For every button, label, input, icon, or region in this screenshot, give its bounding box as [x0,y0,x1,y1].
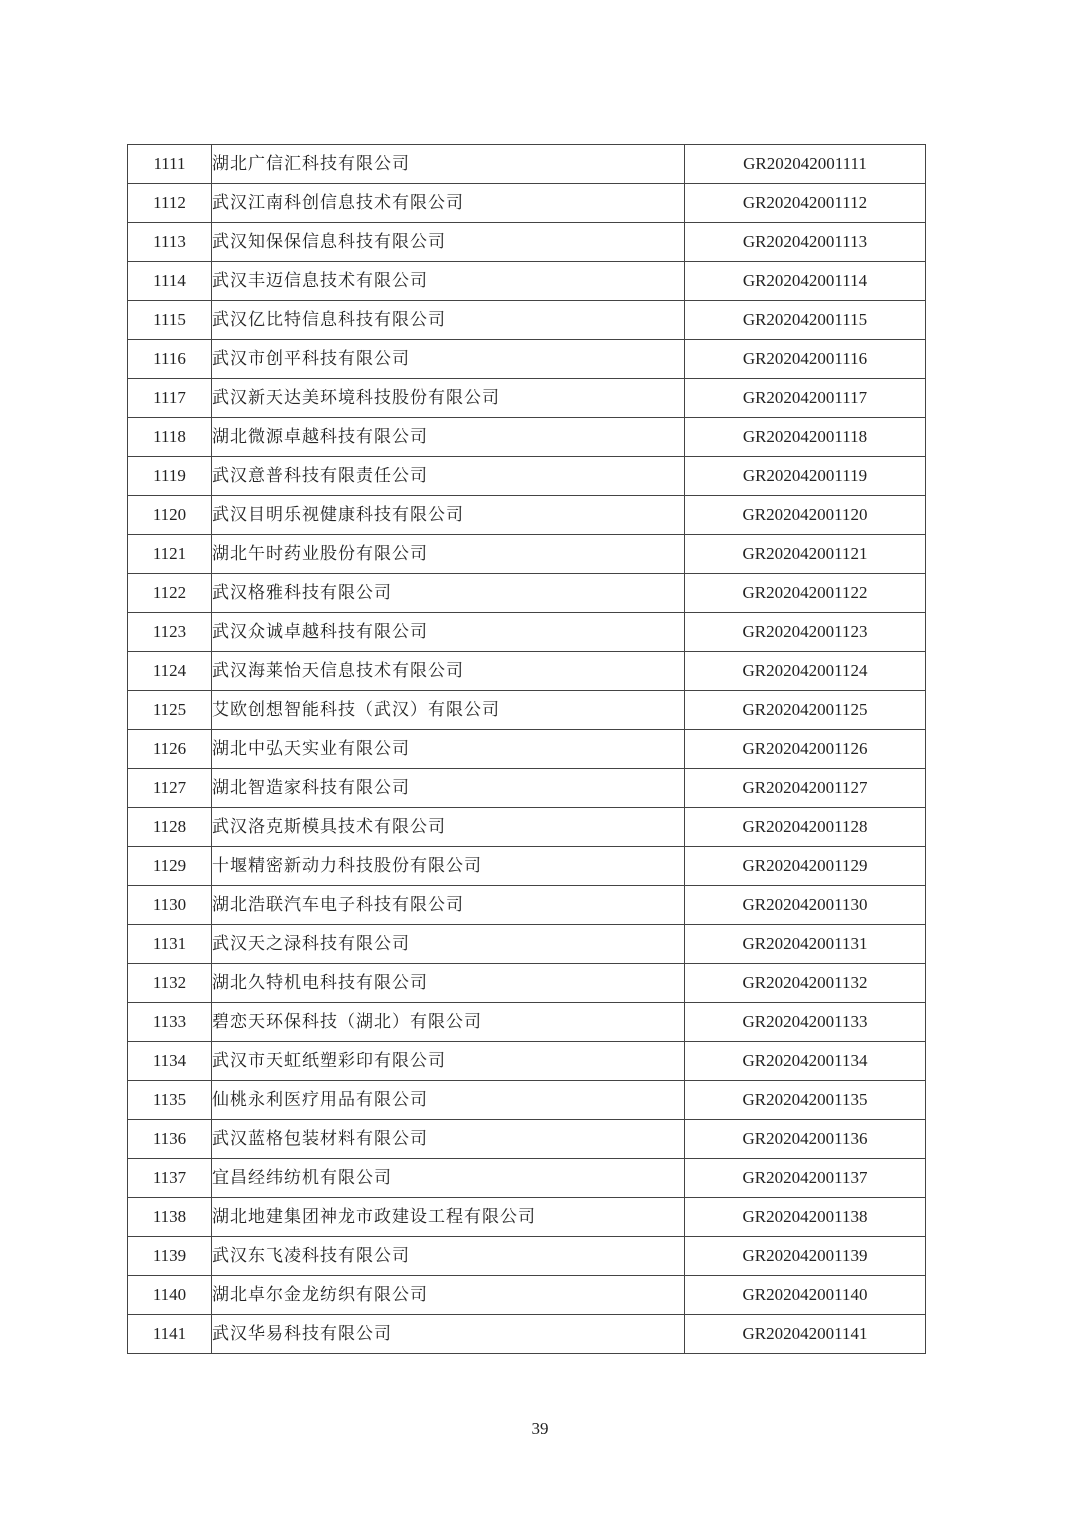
certificate-number-cell: GR202042001140 [685,1276,926,1315]
row-number-cell: 1138 [128,1198,212,1237]
row-number-cell: 1137 [128,1159,212,1198]
company-name-cell: 湖北微源卓越科技有限公司 [212,418,685,457]
row-number-cell: 1111 [128,145,212,184]
row-number-cell: 1141 [128,1315,212,1354]
table-row [128,262,926,301]
table-row [128,1081,926,1120]
company-name-cell: 武汉洛克斯模具技术有限公司 [212,808,685,847]
company-name-cell: 武汉丰迈信息技术有限公司 [212,262,685,301]
row-number-cell: 1124 [128,652,212,691]
company-name-cell: 湖北午时药业股份有限公司 [212,535,685,574]
company-name-cell: 湖北卓尔金龙纺织有限公司 [212,1276,685,1315]
table-row [128,496,926,535]
row-number-cell: 1132 [128,964,212,1003]
company-name-cell: 湖北久特机电科技有限公司 [212,964,685,1003]
row-number-cell: 1122 [128,574,212,613]
table-row [128,457,926,496]
table-row [128,808,926,847]
company-name-cell: 湖北浩联汽车电子科技有限公司 [212,886,685,925]
company-name-cell: 湖北地建集团神龙市政建设工程有限公司 [212,1198,685,1237]
row-number-cell: 1121 [128,535,212,574]
table-row [128,379,926,418]
certificate-number-cell: GR202042001120 [685,496,926,535]
table-row [128,574,926,613]
table-body [128,145,926,1354]
table-row [128,1198,926,1237]
table-row [128,652,926,691]
row-number-cell: 1123 [128,613,212,652]
certificate-number-cell: GR202042001139 [685,1237,926,1276]
row-number-cell: 1134 [128,1042,212,1081]
row-number-cell: 1140 [128,1276,212,1315]
row-number-cell: 1113 [128,223,212,262]
company-name-cell: 武汉市天虹纸塑彩印有限公司 [212,1042,685,1081]
certificate-number-cell: GR202042001112 [685,184,926,223]
table-row [128,613,926,652]
table-row [128,925,926,964]
company-name-cell: 武汉天之渌科技有限公司 [212,925,685,964]
table-row [128,184,926,223]
certificate-number-cell: GR202042001134 [685,1042,926,1081]
company-name-cell: 武汉新天达美环境科技股份有限公司 [212,379,685,418]
table-row [128,1120,926,1159]
certificate-number-cell: GR202042001128 [685,808,926,847]
certificate-number-cell: GR202042001125 [685,691,926,730]
certificate-number-cell: GR202042001114 [685,262,926,301]
table-row [128,1237,926,1276]
certificate-number-cell: GR202042001135 [685,1081,926,1120]
company-name-cell: 武汉亿比特信息科技有限公司 [212,301,685,340]
table-row [128,301,926,340]
company-name-cell: 武汉市创平科技有限公司 [212,340,685,379]
row-number-cell: 1130 [128,886,212,925]
certificate-number-cell: GR202042001129 [685,847,926,886]
row-number-cell: 1133 [128,1003,212,1042]
certificate-number-cell: GR202042001126 [685,730,926,769]
company-name-cell: 十堰精密新动力科技股份有限公司 [212,847,685,886]
row-number-cell: 1126 [128,730,212,769]
company-name-cell: 武汉东飞凌科技有限公司 [212,1237,685,1276]
table-row [128,535,926,574]
company-name-cell: 武汉知保保信息科技有限公司 [212,223,685,262]
certificate-number-cell: GR202042001111 [685,145,926,184]
certificate-number-cell: GR202042001132 [685,964,926,1003]
row-number-cell: 1139 [128,1237,212,1276]
table-row [128,1003,926,1042]
row-number-cell: 1117 [128,379,212,418]
company-name-cell: 湖北广信汇科技有限公司 [212,145,685,184]
table-row [128,1315,926,1354]
certificate-number-cell: GR202042001116 [685,340,926,379]
certificate-number-cell: GR202042001122 [685,574,926,613]
certificate-number-cell: GR202042001117 [685,379,926,418]
table-row [128,340,926,379]
company-name-cell: 武汉意普科技有限责任公司 [212,457,685,496]
certificate-number-cell: GR202042001127 [685,769,926,808]
company-name-cell: 武汉江南科创信息技术有限公司 [212,184,685,223]
company-name-cell: 湖北中弘天实业有限公司 [212,730,685,769]
row-number-cell: 1136 [128,1120,212,1159]
row-number-cell: 1128 [128,808,212,847]
certificate-number-cell: GR202042001119 [685,457,926,496]
table-row [128,418,926,457]
certificate-number-cell: GR202042001123 [685,613,926,652]
table-row [128,769,926,808]
row-number-cell: 1131 [128,925,212,964]
row-number-cell: 1119 [128,457,212,496]
table-row [128,223,926,262]
certificate-number-cell: GR202042001131 [685,925,926,964]
row-number-cell: 1127 [128,769,212,808]
row-number-cell: 1120 [128,496,212,535]
row-number-cell: 1125 [128,691,212,730]
row-number-cell: 1129 [128,847,212,886]
certificate-table [127,144,926,1354]
row-number-cell: 1116 [128,340,212,379]
company-name-cell: 仙桃永利医疗用品有限公司 [212,1081,685,1120]
table-row [128,886,926,925]
company-name-cell: 武汉格雅科技有限公司 [212,574,685,613]
company-name-cell: 碧恋天环保科技（湖北）有限公司 [212,1003,685,1042]
table-row [128,145,926,184]
company-name-cell: 武汉众诚卓越科技有限公司 [212,613,685,652]
table-row [128,964,926,1003]
company-name-cell: 武汉目明乐视健康科技有限公司 [212,496,685,535]
company-name-cell: 武汉海莱怡天信息技术有限公司 [212,652,685,691]
certificate-number-cell: GR202042001137 [685,1159,926,1198]
table-row [128,1042,926,1081]
company-name-cell: 湖北智造家科技有限公司 [212,769,685,808]
company-name-cell: 艾欧创想智能科技（武汉）有限公司 [212,691,685,730]
certificate-number-cell: GR202042001115 [685,301,926,340]
certificate-number-cell: GR202042001124 [685,652,926,691]
row-number-cell: 1115 [128,301,212,340]
certificate-number-cell: GR202042001133 [685,1003,926,1042]
row-number-cell: 1114 [128,262,212,301]
certificate-number-cell: GR202042001136 [685,1120,926,1159]
certificate-number-cell: GR202042001118 [685,418,926,457]
certificate-number-cell: GR202042001121 [685,535,926,574]
table-row [128,1159,926,1198]
certificate-number-cell: GR202042001141 [685,1315,926,1354]
table-row [128,691,926,730]
company-name-cell: 武汉华易科技有限公司 [212,1315,685,1354]
row-number-cell: 1112 [128,184,212,223]
table-row [128,847,926,886]
table-row [128,730,926,769]
certificate-number-cell: GR202042001113 [685,223,926,262]
row-number-cell: 1118 [128,418,212,457]
company-name-cell: 武汉蓝格包装材料有限公司 [212,1120,685,1159]
page-number: 39 [531,1419,549,1438]
table-row [128,1276,926,1315]
row-number-cell: 1135 [128,1081,212,1120]
company-name-cell: 宜昌经纬纺机有限公司 [212,1159,685,1198]
certificate-number-cell: GR202042001130 [685,886,926,925]
certificate-number-cell: GR202042001138 [685,1198,926,1237]
